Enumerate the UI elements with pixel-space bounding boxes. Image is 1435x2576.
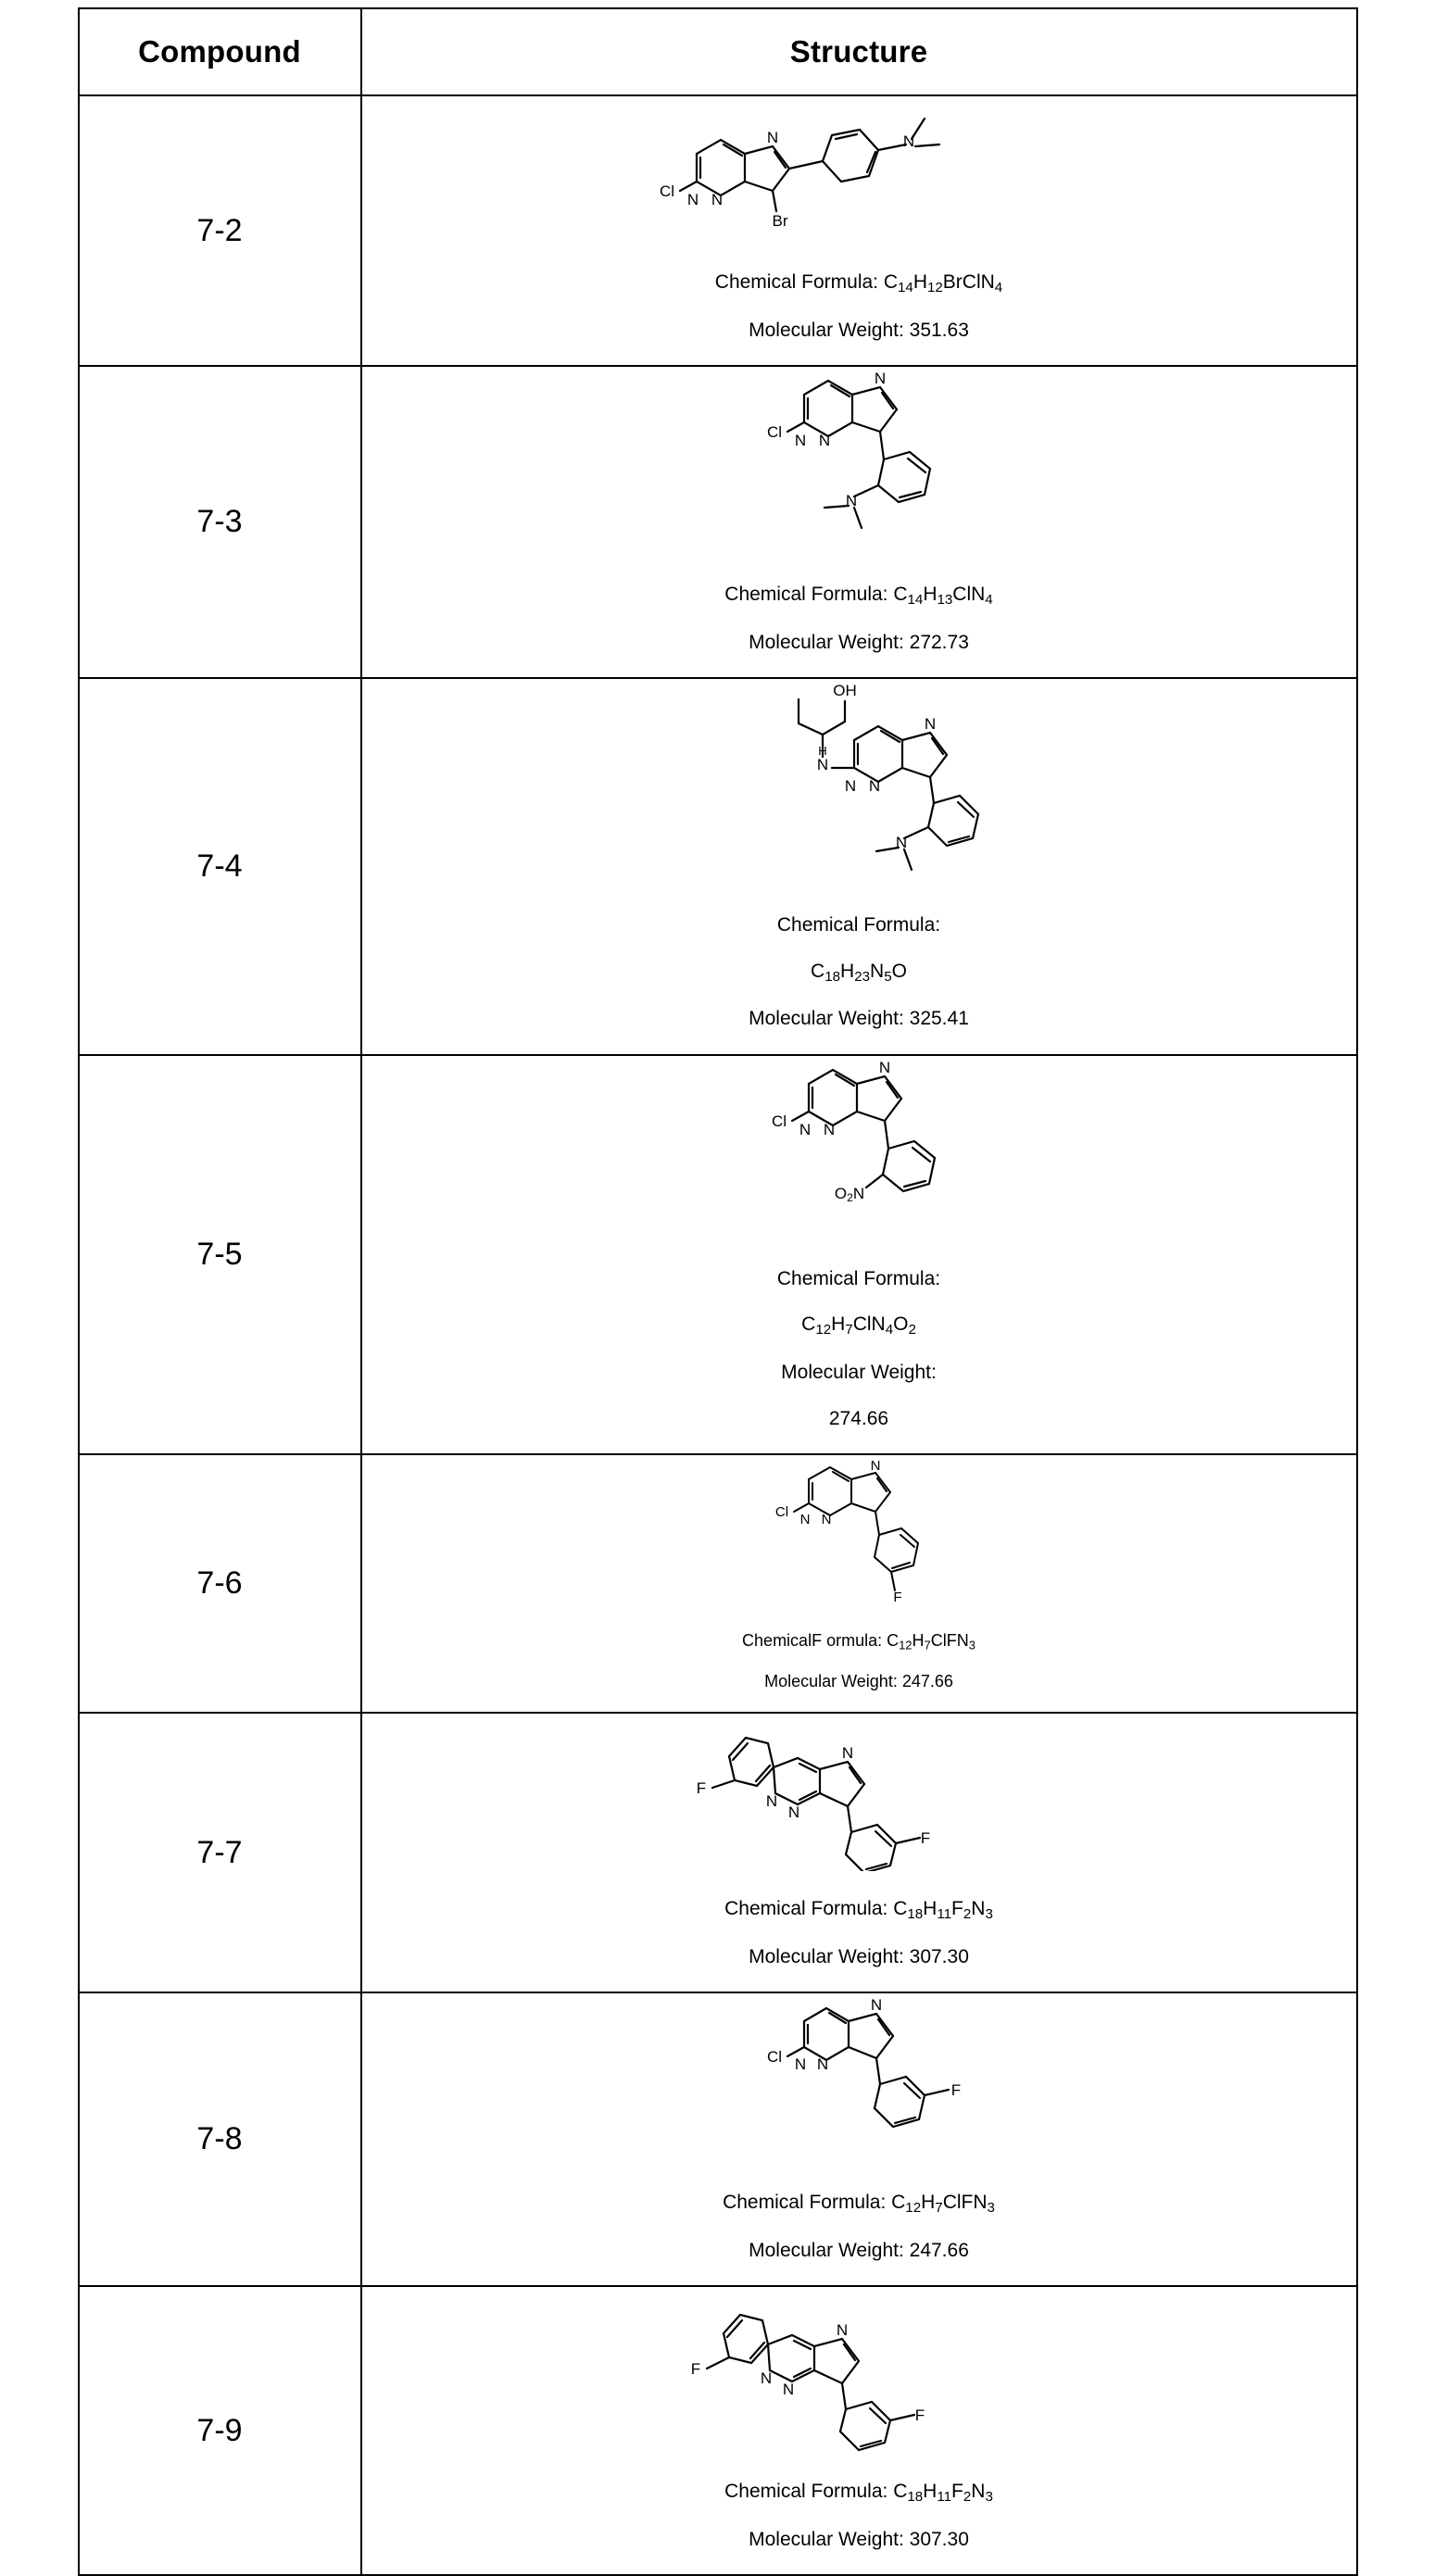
chemical-formula-label: Chemical Formula: [776,1267,941,1289]
svg-text:N: N [870,1996,883,2015]
compound-id: 7-7 [79,1713,361,1992]
structure-cell [361,1454,1357,1713]
chemical-formula-line: $C_{18}H_{23}N_5O$ [811,960,907,985]
svg-text:F: F [696,1778,707,1797]
chemical-structure-diagram [673,1714,1044,1871]
svg-text:F: F [914,2406,925,2425]
molecular-weight-line: Molecular Weight: 247.66 [749,2239,969,2261]
chemical-formula-line: Chemical Formula: $C_{14}H_{13}ClN_4$ [724,583,993,609]
svg-text:N: N [870,1458,881,1475]
svg-text:N: N [766,129,779,146]
column-header-compound: Compound [79,8,361,95]
svg-text:N: N [765,1791,778,1810]
compound-id: 7-4 [79,678,361,1055]
structure-caption [723,2168,995,2285]
table-row [79,1713,1357,1992]
structure-cell [361,2286,1357,2575]
svg-text:Cl: Cl [660,182,675,200]
svg-text:F: F [893,1590,902,1606]
svg-text:N: N [895,834,908,852]
compound-id: 7-2 [79,95,361,366]
compound-id: 7-3 [79,366,361,678]
structure-caption [749,891,969,1054]
svg-text:F: F [690,2360,701,2379]
table-row [79,1992,1357,2286]
structure-cell [361,1713,1357,1992]
compound-id: 7-9 [79,2286,361,2575]
svg-text:N: N [794,432,807,450]
svg-text:N: N [902,132,915,150]
chemical-formula-line: ChemicalF ormula: $C_{12}H_7ClFN_3$ [742,1631,976,1652]
chemical-structure-diagram [715,367,1002,557]
compound-id: 7-6 [79,1454,361,1713]
chemical-structure-diagram [715,1993,1002,2165]
svg-text:N: N [711,191,724,208]
table-header-row [79,8,1357,95]
svg-text:Cl: Cl [774,1504,789,1521]
structure-caption [724,560,992,677]
structure-caption [724,2457,993,2574]
svg-text:N: N [836,2321,849,2340]
table-row [79,678,1357,1055]
svg-text:Cl: Cl [766,2048,783,2067]
molecular-weight-line: Molecular Weight: 351.63 [749,319,969,341]
svg-text:N: N [686,191,699,208]
svg-text:N: N [823,1120,836,1138]
structure-caption [777,1245,940,1453]
chemical-formula-line: $C_{12}H_7ClN_4O_2$ [801,1313,916,1338]
svg-text:N: N [799,1120,812,1138]
svg-text:N: N [787,1803,800,1821]
structure-cell [361,1055,1357,1454]
chemical-formula-line: Chemical Formula: $C_{14}H_{12}BrClN_4$ [714,270,1003,295]
column-header-structure: Structure [361,8,1357,95]
chemical-structure-diagram [706,679,1012,887]
compound-structure-table [78,7,1358,2576]
svg-text:O2N: O2N [834,1184,865,1204]
chemical-formula-line: Chemical Formula: $C_{18}H_{11}F_2N_3$ [724,2480,993,2506]
chemical-formula-line: Chemical Formula: $C_{18}H_{11}F_2N_3$ [724,1897,993,1922]
table-row [79,366,1357,678]
svg-text:N: N [794,2055,807,2074]
svg-text:Cl: Cl [766,423,783,442]
structure-cell [361,366,1357,678]
svg-text:N: N [924,715,937,734]
svg-text:N: N [818,432,831,450]
molecular-weight-value: 274.66 [828,1407,889,1429]
structure-caption [724,1875,993,1992]
svg-text:N: N [799,1512,811,1528]
table-row [79,2286,1357,2575]
svg-text:Cl: Cl [771,1112,787,1130]
molecular-weight-line: Molecular Weight: 272.73 [749,631,969,653]
table-row [79,1055,1357,1454]
chemical-formula-line: Chemical Formula: $C_{12}H_7ClFN_3$ [723,2191,995,2217]
svg-text:N: N [841,1743,854,1762]
structure-caption [715,248,1002,365]
svg-text:N: N [845,492,858,510]
table-row [79,1454,1357,1713]
chemical-formula-label: Chemical Formula: [776,914,941,936]
svg-text:F: F [950,2081,962,2100]
svg-text:OH: OH [833,682,857,700]
chemical-structure-diagram [729,1455,988,1608]
molecular-weight-line: Molecular Weight: 247.66 [764,1672,953,1691]
svg-text:N: N [816,756,829,774]
svg-text:Br: Br [772,212,788,230]
svg-text:N: N [782,2381,795,2399]
svg-text:N: N [878,1058,891,1076]
svg-text:N: N [868,777,881,796]
svg-text:H: H [818,744,827,759]
structure-caption [742,1612,976,1712]
molecular-weight-label: Molecular Weight: [781,1362,937,1384]
svg-text:F: F [920,1828,931,1847]
svg-text:N: N [874,370,887,388]
svg-text:N: N [844,777,857,796]
structure-cell [361,678,1357,1055]
molecular-weight-line: Molecular Weight: 307.30 [749,1945,969,1967]
svg-text:N: N [821,1512,832,1528]
svg-text:N: N [760,2369,773,2388]
molecular-weight-line: Molecular Weight: 307.30 [749,2528,969,2550]
structure-cell [361,95,1357,366]
chemical-structure-diagram [720,1056,998,1241]
chemical-structure-diagram [660,96,1058,245]
compound-id: 7-5 [79,1055,361,1454]
svg-text:N: N [816,2055,829,2074]
molecular-weight-line: Molecular Weight: 325.41 [749,1008,969,1030]
chemical-structure-diagram [664,2287,1053,2454]
table-row [79,95,1357,366]
structure-cell [361,1992,1357,2286]
compound-id: 7-8 [79,1992,361,2286]
